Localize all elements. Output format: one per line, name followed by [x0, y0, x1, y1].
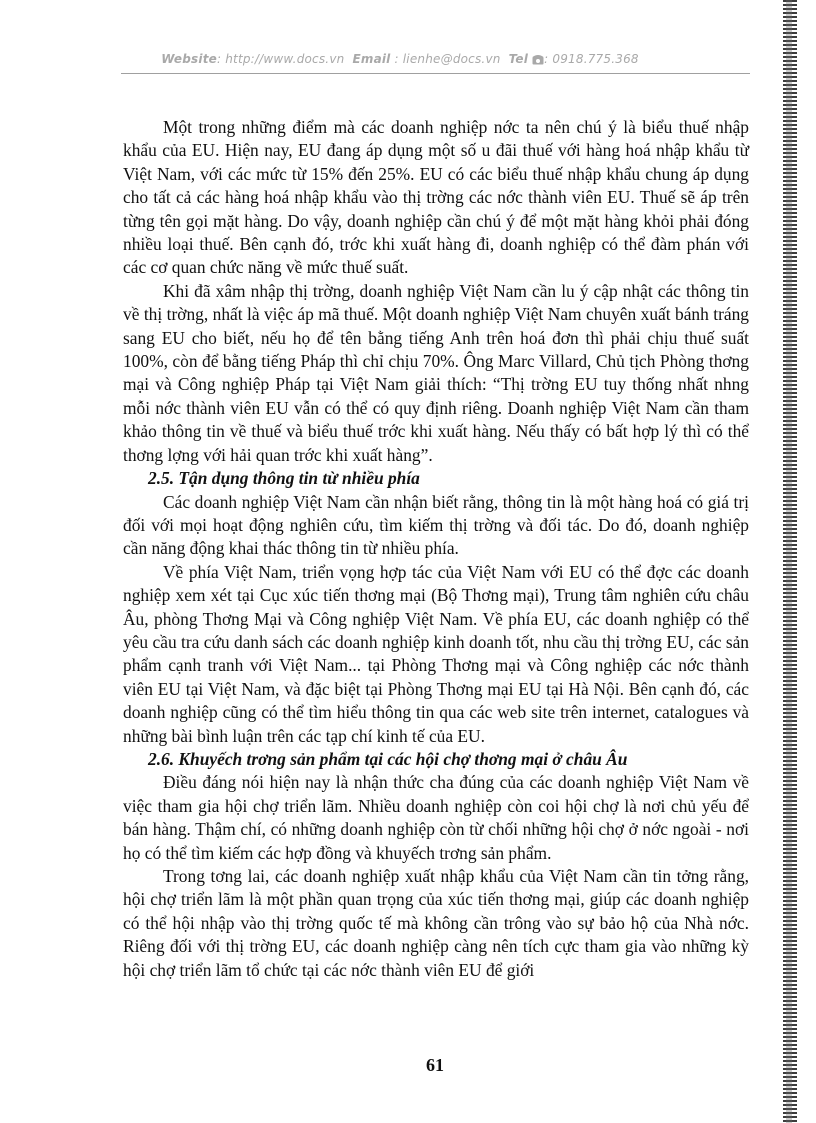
section-heading: 2.6. Khuyếch trơng sản phẩm tại các hội chợ thơng mại ở châu Âu: [148, 748, 628, 769]
page-header: [0, 52, 800, 68]
section-heading: 2.5. Tận dụng thông tin từ nhiều phía: [148, 468, 420, 489]
website-value: : http://www.docs.vn: [216, 52, 345, 66]
paragraph: Điều đáng nói hiện nay là nhận thức cha đúng của các doanh nghiệp Việt Nam về việc tham gia hội chợ triển lãm. Nhiều doanh nghiệp còn coi hội chợ là nơi chủ yếu để bán hàng. Thậm chí, có những doanh nghiệp còn từ chối những hội chợ ở nớc ngoài - nơi họ có thể tìm kiếm các hợp đồng và khuyếch trơng sản phẩm.: [123, 772, 749, 863]
tel-value: : 0918.775.368: [544, 52, 639, 66]
header-rule: [121, 73, 750, 74]
email-value: : lienhe@docs.vn: [394, 52, 501, 66]
website-label: Website: [161, 52, 217, 66]
telephone-icon: [532, 54, 544, 68]
paragraph: Trong tơng lai, các doanh nghiệp xuất nhập khẩu của Việt Nam cần tin tởng rằng, hội chợ triển lãm là một phần quan trọng của xúc tiến thơng mại, giúp các doanh nghiệp có thể hội nhập vào thị trờng quốc tế mà không cần trông vào sự bảo hộ của Nhà nớc. Riêng đối với thị trờng EU, các doanh nghiệp càng nên tích cực tham gia vào những kỳ hội chợ triển lãm tổ chức tại các nớc thành viên EU để giới: [123, 866, 749, 980]
page-edge-shadow: [786, 0, 792, 1123]
paragraph: Các doanh nghiệp Việt Nam cần nhận biết rằng, thông tin là một hàng hoá có giá trị đối với mọi hoạt động nghiên cứu, tìm kiếm thị trờng và đối tác. Do đó, doanh nghiệp cần năng động khai thác thông tin từ nhiều phía.: [123, 491, 749, 559]
paragraph: Về phía Việt Nam, triển vọng hợp tác của Việt Nam với EU có thể đợc các doanh nghiệp xem xét tại Cục xúc tiến thơng mại (Bộ Thơng mại), Trung tâm nghiên cứu châu Âu, phòng Thơng Mại và Công nghiệp Việt Nam. Về phía EU, các doanh nghiệp có thể yêu cầu tra cứu danh sách các doanh nghiệp kinh doanh tốt, nhu cầu thị trờng EU, các sản phẩm cạnh tranh với Việt Nam... tại Phòng Thơng mại và Công nghiệp các nớc thành viên EU tại Việt Nam, và đặc biệt tại Phòng Thơng mại EU tại Hà Nội. Bên cạnh đó, các doanh nghiệp cũng có thể tìm hiểu thông tin qua các web site trên internet, catalogues và những bài bình luận trên các tạp chí kinh tế của EU.: [123, 561, 749, 746]
paragraph: Một trong những điểm mà các doanh nghiệp nớc ta nên chú ý là biểu thuế nhập khẩu của EU. Hiện nay, EU đang áp dụng một số u đãi thuế với hàng hoá nhập khẩu từ Việt Nam, với các mức từ 15% đến 25%. EU có các biểu thuế nhập khẩu chung áp dụng cho tất cả các hàng hoá nhập khẩu vào thị trờng các nớc thành viên EU. Thuế sẽ áp trên từng tên gọi mặt hàng. Do vậy, doanh nghiệp cần chú ý để một mặt hàng khỏi phải đóng nhiều loại thuế. Bên cạnh đó, trớc khi xuất hàng đi, doanh nghiệp có thể đàm phán với các cơ quan chức năng về mức thuế suất.: [123, 117, 749, 278]
paragraph: Khi đã xâm nhập thị trờng, doanh nghiệp Việt Nam cần lu ý cập nhật các thông tin về thị trờng, nhất là việc áp mã thuế. Một doanh nghiệp Việt Nam chuyên xuất bánh tráng sang EU cho biết, nếu họ để tên bằng tiếng Anh trên hoá đơn thì phải chịu thuế suất 100%, còn để bằng tiếng Pháp thì chỉ chịu 70%. Ông Marc Villard, Chủ tịch Phòng thơng mại và Công nghiệp Pháp tại Việt Nam giải thích: “Thị trờng EU tuy thống nhất nhng mỗi nớc thành viên EU vẫn có thể có quy định riêng. Doanh nghiệp Việt Nam cần tham khảo thông tin về thuế và biểu thuế trớc khi xuất hàng. Nếu thấy có bất hợp lý thì có thể thơng lợng với hải quan trớc khi xuất hàng”.: [123, 280, 749, 465]
email-label: Email: [352, 52, 391, 66]
body-text: [123, 116, 749, 982]
page-number: 61: [426, 1055, 444, 1075]
tel-label: Tel: [508, 52, 529, 66]
